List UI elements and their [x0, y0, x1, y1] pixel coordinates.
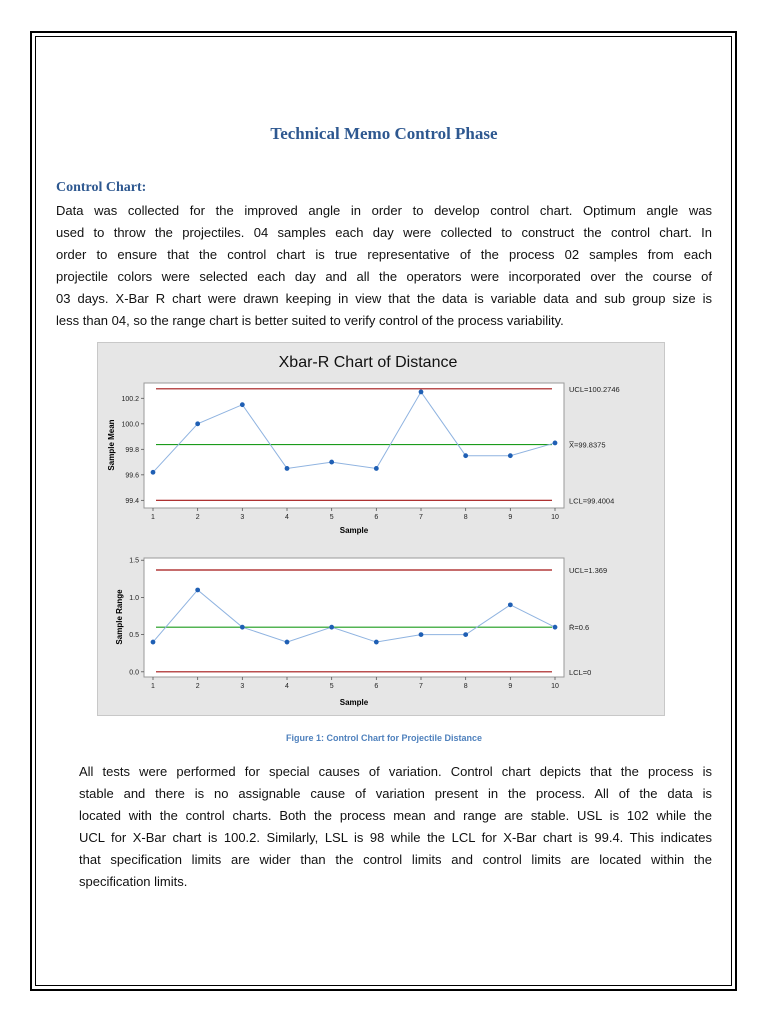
xbar-x-axis-label: Sample — [339, 526, 369, 535]
paragraph-line: projectile colors were selected each day and all the operators were incorporated over the course of — [56, 269, 712, 284]
page-title: Technical Memo Control Phase — [270, 124, 498, 143]
xbar-x-tick-label: 1 — [151, 514, 155, 521]
xbar-x-tick-label: 5 — [329, 514, 334, 521]
xbar-data-point — [508, 453, 513, 458]
range-x-tick-label: 9 — [508, 683, 513, 690]
xbar-y-tick-label: 99.4 — [125, 497, 139, 505]
range-data-point — [553, 625, 558, 630]
xbar-x-tick-label: 10 — [551, 514, 559, 521]
range-y-tick-label: 0.0 — [129, 669, 139, 677]
xbar-data-point — [419, 390, 424, 395]
range-x-tick-label: 5 — [329, 683, 334, 690]
paragraph-line: UCL for X-Bar chart is 100.2. Similarly, LSL is 98 while the LCL for X-Bar chart is 99.4. This indicates — [79, 830, 712, 845]
range-x-tick-label: 2 — [195, 683, 200, 690]
range-x-tick-label: 10 — [551, 683, 559, 690]
section-heading: Control Chart: — [56, 180, 147, 195]
xbar-x-tick-label: 6 — [374, 514, 379, 521]
range-ucl-label: UCL=1.369 — [569, 565, 608, 575]
paragraph-line: that specification limits are wider than the control limits and control limits are located within the — [79, 852, 712, 867]
paragraph-line: Data was collected for the improved angle in order to develop control chart. Optimum angle was — [56, 203, 712, 218]
xbar-center-label: X̿=99.8375 — [569, 440, 606, 450]
range-data-point — [329, 625, 334, 630]
xbar-x-tick-label: 2 — [195, 514, 200, 521]
range-lcl-label: LCL=0 — [569, 667, 592, 677]
paragraph-line: All tests were performed for special causes of variation. Control chart depicts that the process is — [79, 764, 712, 779]
figure-caption: Figure 1: Control Chart for Projectile Distance — [285, 733, 483, 743]
xbar-y-tick-label: 100.0 — [121, 421, 139, 429]
xbar-plot-area — [144, 383, 564, 508]
paragraph-line: stable and there is no assignable cause of variation present in the process. All of the data is — [79, 786, 712, 801]
range-y-tick-label: 1.5 — [129, 557, 139, 565]
xbar-data-point — [195, 421, 200, 426]
range-data-point — [508, 602, 513, 607]
range-x-tick-label: 4 — [285, 683, 289, 690]
xbar-y-tick-label: 100.2 — [121, 395, 139, 403]
xbar-data-point — [285, 466, 290, 471]
range-data-point — [285, 640, 290, 645]
paragraph-line: 03 days. X-Bar R chart were drawn keeping in view that the data is variable data and sub group size is — [56, 291, 712, 306]
xbar-data-point — [374, 466, 379, 471]
xbar-x-tick-label: 8 — [463, 514, 468, 521]
range-x-tick-label: 7 — [419, 683, 423, 690]
xbar-data-point — [553, 441, 558, 446]
range-y-tick-label: 0.5 — [129, 632, 139, 640]
paragraph-line: order to ensure that the control chart is true representative of the process 02 samples from each — [56, 247, 712, 262]
range-x-tick-label: 3 — [240, 683, 245, 690]
xbar-ucl-label: UCL=100.2746 — [569, 384, 620, 394]
xbar-data-point — [151, 470, 156, 475]
xbar-data-point — [240, 402, 245, 407]
xbar-y-axis-label: Sample Mean — [107, 419, 116, 471]
range-data-point — [463, 632, 468, 637]
paragraph-line: specification limits. — [79, 874, 188, 889]
paragraph-conclusion — [79, 761, 712, 893]
range-x-axis-label: Sample — [339, 698, 369, 707]
range-data-point — [240, 625, 245, 630]
xbar-x-tick-label: 9 — [508, 514, 513, 521]
range-data-point — [195, 588, 200, 593]
chart-title: Xbar-R Chart of Distance — [278, 354, 458, 371]
range-x-tick-label: 6 — [374, 683, 379, 690]
range-x-tick-label: 8 — [463, 683, 468, 690]
control-chart-figure — [97, 342, 665, 716]
range-y-axis-label: Sample Range — [115, 589, 124, 645]
xbar-y-tick-label: 99.8 — [125, 446, 139, 454]
xbar-x-tick-label: 4 — [285, 514, 289, 521]
range-x-tick-label: 1 — [151, 683, 155, 690]
range-plot-area — [144, 558, 564, 677]
xbar-lcl-label: LCL=99.4004 — [569, 496, 615, 506]
range-data-point — [151, 640, 156, 645]
xbar-data-point — [329, 460, 334, 465]
paragraph-intro — [56, 200, 712, 332]
xbar-data-point — [463, 453, 468, 458]
range-y-tick-label: 1.0 — [129, 594, 139, 602]
paragraph-line: less than 04, so the range chart is better suited to verify control of the process variability. — [56, 313, 564, 328]
xbar-x-tick-label: 3 — [240, 514, 245, 521]
xbar-r-chart — [98, 343, 664, 715]
range-data-point — [374, 640, 379, 645]
paragraph-line: located with the control charts. Both the process mean and range are stable. USL is 102 while the — [79, 808, 712, 823]
range-data-point — [419, 632, 424, 637]
range-center-label: R̄=0.6 — [569, 623, 590, 633]
xbar-y-tick-label: 99.6 — [125, 472, 139, 480]
paragraph-line: used to throw the projectiles. 04 samples each day were collected to construct the control chart. In — [56, 225, 712, 240]
xbar-x-tick-label: 7 — [419, 514, 423, 521]
